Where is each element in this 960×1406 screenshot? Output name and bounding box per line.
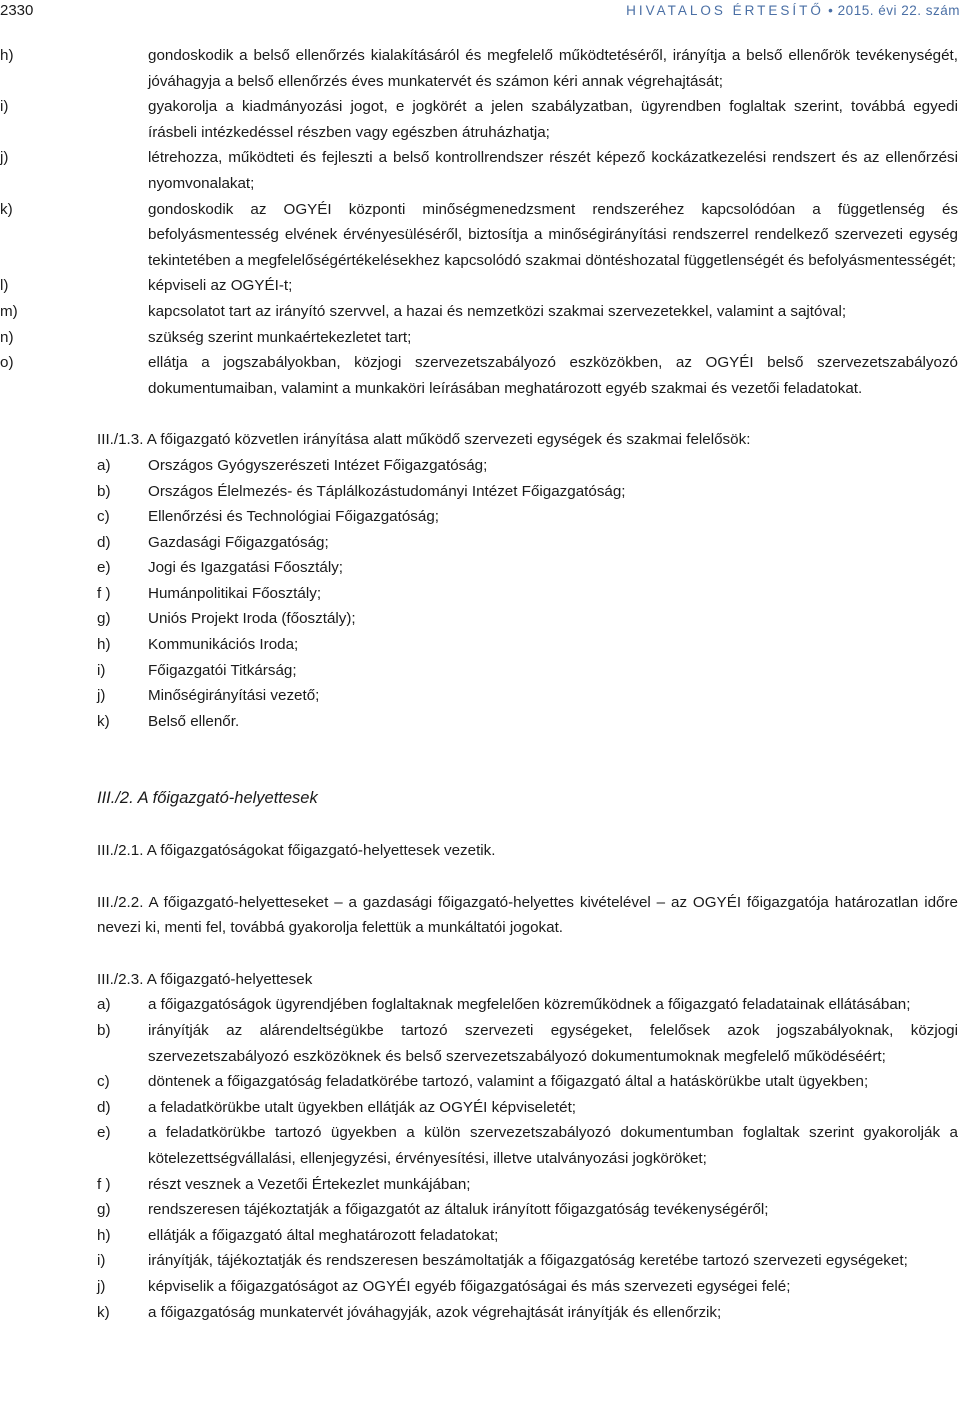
item-text: létrehozza, működteti és fejleszti a belső kontrollrendszer részét képező kockázatkezelési rendszert és az ellenőrzési nyomvonalakat; <box>148 149 958 192</box>
item-label: k) <box>97 1303 110 1321</box>
list-item <box>0 350 958 401</box>
paragraph-2-2: III./2.2. A főigazgató-helyetteseket – a gazdasági főigazgató-helyettes kivételével – az OGYÉI főigazgatója határozatlan időre nevezi ki, menti fel, továbbá gyakorolja felettük a munkáltatói jogokat. <box>97 893 958 937</box>
publication-title: HIVATALOS ÉRTESÍTŐ <box>626 3 824 18</box>
item-text: Főigazgatói Titkárság; <box>148 661 297 679</box>
item-label: o) <box>0 354 14 372</box>
list-item <box>0 145 958 196</box>
item-text: ellátják a főigazgató által meghatározott feladatokat; <box>148 1226 499 1244</box>
list-item <box>0 197 958 274</box>
item-label: e) <box>97 1124 111 1142</box>
list-item <box>97 504 958 530</box>
item-text: irányítják az alárendeltségükbe tartozó szervezeti egységeket, felelősek azok jogszabályoknak, közjogi szervezetszabályozó eszközöknek és belső szervezetszabályozó dokumentumoknak megfelelő működéséért; <box>148 1022 958 1065</box>
list-item <box>97 992 958 1018</box>
list-item <box>97 479 958 505</box>
item-text: a főigazgatóság munkatervét jóváhagyják, azok végrehajtását irányítják és ellenőrzik; <box>148 1303 722 1321</box>
item-text: Országos Gyógyszerészeti Intézet Főigazgatóság; <box>148 456 488 474</box>
item-text: Kommunikációs Iroda; <box>148 636 299 654</box>
item-label: n) <box>0 328 14 346</box>
item-text: a főigazgatóságok ügyrendjében foglaltaknak megfelelően közreműködnek a főigazgató feladatainak ellátásában; <box>148 996 911 1014</box>
item-text: irányítják, tájékoztatják és rendszeresen beszámoltatják a főigazgatóság keretébe tartozó szervezeti egységeket; <box>148 1252 908 1270</box>
item-text: gondoskodik a belső ellenőrzés kialakításáról és megfelelő működtetéséről, irányítja a belső ellenőrök tevékenységét, jóváhagyja a belső ellenőrzés éves munkatervét és számon kéri annak végrehajtását; <box>148 47 958 90</box>
list-item <box>97 709 958 735</box>
section-2-3 <box>97 967 958 1325</box>
list-item <box>97 1223 958 1249</box>
list-item <box>97 1018 958 1069</box>
list-item <box>97 683 958 709</box>
item-text: képviselik a főigazgatóságot az OGYÉI egyéb főigazgatóságai és más szervezeti egységei felé; <box>148 1277 791 1295</box>
list-item <box>97 1120 958 1171</box>
list-item <box>97 1248 958 1274</box>
item-label: f ) <box>97 1175 111 1193</box>
item-label: j) <box>97 687 106 705</box>
list-item <box>97 606 958 632</box>
item-text: a feladatkörükbe utalt ügyekben ellátják az OGYÉI képviseletét; <box>148 1098 577 1116</box>
item-label: j) <box>0 149 9 167</box>
item-text: Országos Élelmezés- és Táplálkozástudományi Intézet Főigazgatóság; <box>148 482 626 500</box>
issue-label: 2015. évi 22. szám <box>837 3 960 18</box>
item-text: döntenek a főigazgatóság feladatkörébe tartozó, valamint a főigazgató által a hatáskörükbe utalt ügyekben; <box>148 1073 869 1091</box>
item-text: gyakorolja a kiadmányozási jogot, e jogkörét a jelen szabályzatban, ügyrendben foglaltak szerint, továbbá egyedi írásbeli intézkedéssel részben vagy egészben átruházhatja; <box>148 98 958 141</box>
section-1-3-intro: III./1.3. A főigazgató közvetlen irányítása alatt működő szervezeti egységek és szakmai felelősök: <box>97 431 751 449</box>
item-label: a) <box>97 456 111 474</box>
item-label: l) <box>0 277 9 295</box>
item-text: ellátja a jogszabályokban, közjogi szervezetszabályozó eszközökben, az OGYÉI belső szervezetszabályozó dokumentumaiban, valamint a munkaköri leírásában meghatározott egyéb szakmai és vezetői feladatokat. <box>148 354 958 397</box>
list-item <box>97 1095 958 1121</box>
item-label: a) <box>97 996 111 1014</box>
item-label: j) <box>97 1277 106 1295</box>
section-2-heading: III./2. A főigazgató-helyettesek <box>97 789 318 808</box>
running-header <box>626 0 960 24</box>
item-text: Humánpolitikai Főosztály; <box>148 584 322 602</box>
item-label: d) <box>97 1098 111 1116</box>
paragraph-2-1: III./2.1. A főigazgatóságokat főigazgató-helyettesek vezetik. <box>97 842 496 860</box>
item-label: c) <box>97 508 110 526</box>
item-text: szükség szerint munkaértekezletet tart; <box>148 328 412 346</box>
list-item <box>0 94 958 145</box>
list-item <box>97 1197 958 1223</box>
item-label: h) <box>0 47 14 64</box>
list-item <box>0 273 958 299</box>
item-label: k) <box>0 200 13 218</box>
item-label: g) <box>97 1201 111 1219</box>
item-label: c) <box>97 1073 110 1091</box>
item-label: e) <box>97 559 111 577</box>
item-label: i) <box>97 1252 106 1270</box>
item-text: Jogi és Igazgatási Főosztály; <box>148 559 344 577</box>
item-label: b) <box>97 482 111 500</box>
item-label: k) <box>97 712 110 730</box>
item-label: i) <box>97 661 106 679</box>
document-body <box>0 43 958 1325</box>
item-text: Gazdasági Főigazgatóság; <box>148 533 329 551</box>
item-text: a feladatkörükbe tartozó ügyekben a külön szervezetszabályozó dokumentumban foglaltak szerint gyakorolják a kötelezettségvállalási, ellenjegyzési, érvényesítési, illetve utalványozási jogköröket; <box>148 1124 958 1167</box>
page-number: 2330 <box>0 2 34 19</box>
item-text: rendszeresen tájékoztatják a főigazgatót az általuk irányított főigazgatóság tevékenységéről; <box>148 1201 769 1219</box>
item-text: Uniós Projekt Iroda (főosztály); <box>148 610 356 628</box>
item-label: m) <box>0 302 18 320</box>
item-text: Belső ellenőr. <box>148 712 240 730</box>
item-text: Minőségirányítási vezető; <box>148 687 320 705</box>
list-item <box>0 43 958 94</box>
list-item <box>0 299 958 325</box>
item-label: d) <box>97 533 111 551</box>
list-item <box>97 581 958 607</box>
item-label: h) <box>97 1226 111 1244</box>
item-label: b) <box>97 1022 111 1039</box>
list-item <box>97 1300 958 1326</box>
page-header <box>0 0 960 24</box>
list-item <box>97 453 958 479</box>
item-text: Ellenőrzési és Technológiai Főigazgatóság; <box>148 508 439 526</box>
item-label: i) <box>0 98 9 116</box>
list-item <box>97 530 958 556</box>
item-text: részt vesznek a Vezetői Értekezlet munkájában; <box>148 1175 471 1193</box>
list-item <box>97 1172 958 1198</box>
list-item <box>97 1069 958 1095</box>
list-item <box>97 632 958 658</box>
item-text: gondoskodik az OGYÉI központi minőségmenedzsment rendszeréhez kapcsolódóan a függetlenség és befolyásmentesség elvének érvényesüléséről, biztosítja a minőségirányítási rendszerrel rendelkező szervezeti egység tekintetében a megfelelőségértékelésekhez kapcsolódó szakmai döntéshozatal függetlenségét és befolyásmentességét; <box>148 200 958 269</box>
list-item <box>97 1274 958 1300</box>
list-item <box>97 658 958 684</box>
section-1-3 <box>97 427 958 734</box>
section-2-3-intro: III./2.3. A főigazgató-helyettesek <box>97 970 313 988</box>
list-main-duties <box>0 43 958 401</box>
header-separator: • <box>828 3 834 18</box>
item-label: f ) <box>97 584 111 602</box>
list-item <box>97 555 958 581</box>
item-label: g) <box>97 610 111 628</box>
item-text: képviseli az OGYÉI-t; <box>148 277 293 295</box>
item-text: kapcsolatot tart az irányító szervvel, a hazai és nemzetközi szakmai szervezetekkel, valamint a sajtóval; <box>148 302 847 320</box>
list-item <box>0 325 958 351</box>
item-label: h) <box>97 636 111 654</box>
